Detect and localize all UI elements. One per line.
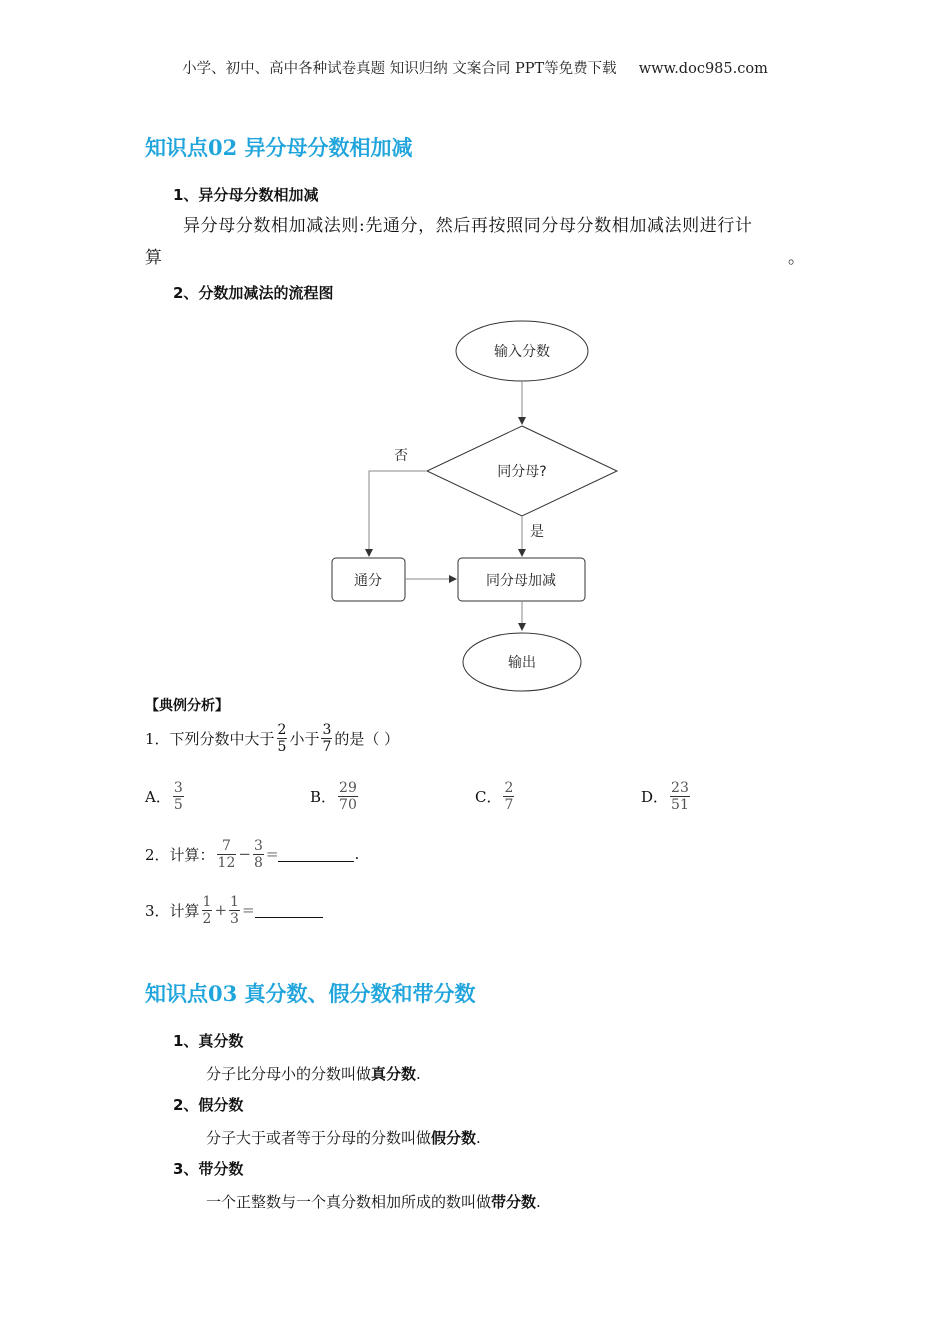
item-2-term: 假分数 xyxy=(431,1129,477,1147)
q3-op: + xyxy=(214,901,228,919)
q3-prefix: 3．计算 xyxy=(145,901,200,920)
item-1-text: 分子比分母小的分数叫做真分数. xyxy=(206,1065,421,1083)
yes-label: 是 xyxy=(530,524,544,540)
flowchart-svg xyxy=(320,318,640,698)
question-3 xyxy=(145,889,323,931)
left-box-label: 通分 xyxy=(354,573,382,589)
section-03-title: 知识点03 真分数、假分数和带分数 xyxy=(145,981,476,1006)
item-3-heading: 3、带分数 xyxy=(173,1160,244,1178)
section-02-title: 知识点02 异分母分数相加减 xyxy=(145,135,413,160)
examples-heading: 【典例分析】 xyxy=(145,698,229,714)
option-c[interactable]: C． $\frac{2}{7}$ xyxy=(475,779,514,813)
start-label: 输入分数 xyxy=(494,344,550,360)
option-b[interactable]: B． $\frac{29}{70}$ xyxy=(310,779,357,813)
item-3-text: 一个正整数与一个真分数相加所成的数叫做带分数. xyxy=(206,1193,541,1211)
q2-op: − xyxy=(238,845,251,863)
rule-line-2: 算 xyxy=(145,248,163,268)
item-2-heading: 2、假分数 xyxy=(173,1096,244,1114)
right-box-label: 同分母加减 xyxy=(486,573,556,589)
header-url[interactable]: www.doc985.com xyxy=(638,61,768,77)
q1-mid: 小于 xyxy=(289,729,320,748)
q3-answer-blank[interactable] xyxy=(255,903,323,918)
option-a[interactable]: A． $\frac{3}{5}$ xyxy=(145,779,183,813)
q2-frac-a: $\frac{7}{12}$ xyxy=(217,837,236,871)
item-2-text: 分子大于或者等于分母的分数叫做假分数. xyxy=(206,1129,481,1147)
arrow-no xyxy=(369,471,427,556)
header-text: 小学、初中、高中各种试卷真题 知识归纳 文案合同 PPT等免费下载 xyxy=(182,61,617,77)
q2-end: . xyxy=(354,845,360,863)
end-label: 输出 xyxy=(508,655,536,671)
page-header xyxy=(0,57,950,78)
q2-frac-b: $\frac{3}{8}$ xyxy=(253,837,263,871)
q2-eq: = xyxy=(265,845,279,863)
rule-end: 。 xyxy=(788,248,806,268)
q3-frac-b: $\frac{1}{3}$ xyxy=(230,893,239,927)
question-1 xyxy=(145,717,399,759)
no-label: 否 xyxy=(394,448,408,464)
q3-eq: = xyxy=(241,901,255,919)
question-2 xyxy=(145,833,359,875)
q3-frac-a: $\frac{1}{2}$ xyxy=(202,893,212,927)
item-3-term: 带分数 xyxy=(491,1193,537,1211)
q2-prefix: 2．计算： xyxy=(145,845,215,864)
section-02-sub2: 2、分数加减法的流程图 xyxy=(173,284,334,302)
q1-suffix: 的是（ ） xyxy=(334,729,400,748)
option-d[interactable]: D． $\frac{23}{51}$ xyxy=(641,779,689,813)
q1-frac-2: $\frac{3}{7}$ xyxy=(322,721,332,755)
item-1-term: 真分数 xyxy=(371,1065,417,1083)
decision-label: 同分母? xyxy=(497,464,547,480)
flowchart xyxy=(320,318,640,702)
section-02-sub1: 1、异分母分数相加减 xyxy=(173,186,319,204)
q1-frac-1: $\frac{2}{5}$ xyxy=(277,721,287,755)
rule-line-1: 异分母分数相加减法则:先通分，然后再按照同分母分数相加减法则进行计 xyxy=(183,216,753,236)
item-1-heading: 1、真分数 xyxy=(173,1032,244,1050)
q2-answer-blank[interactable] xyxy=(278,847,354,862)
q1-prefix: 1．下列分数中大于 xyxy=(145,729,275,748)
